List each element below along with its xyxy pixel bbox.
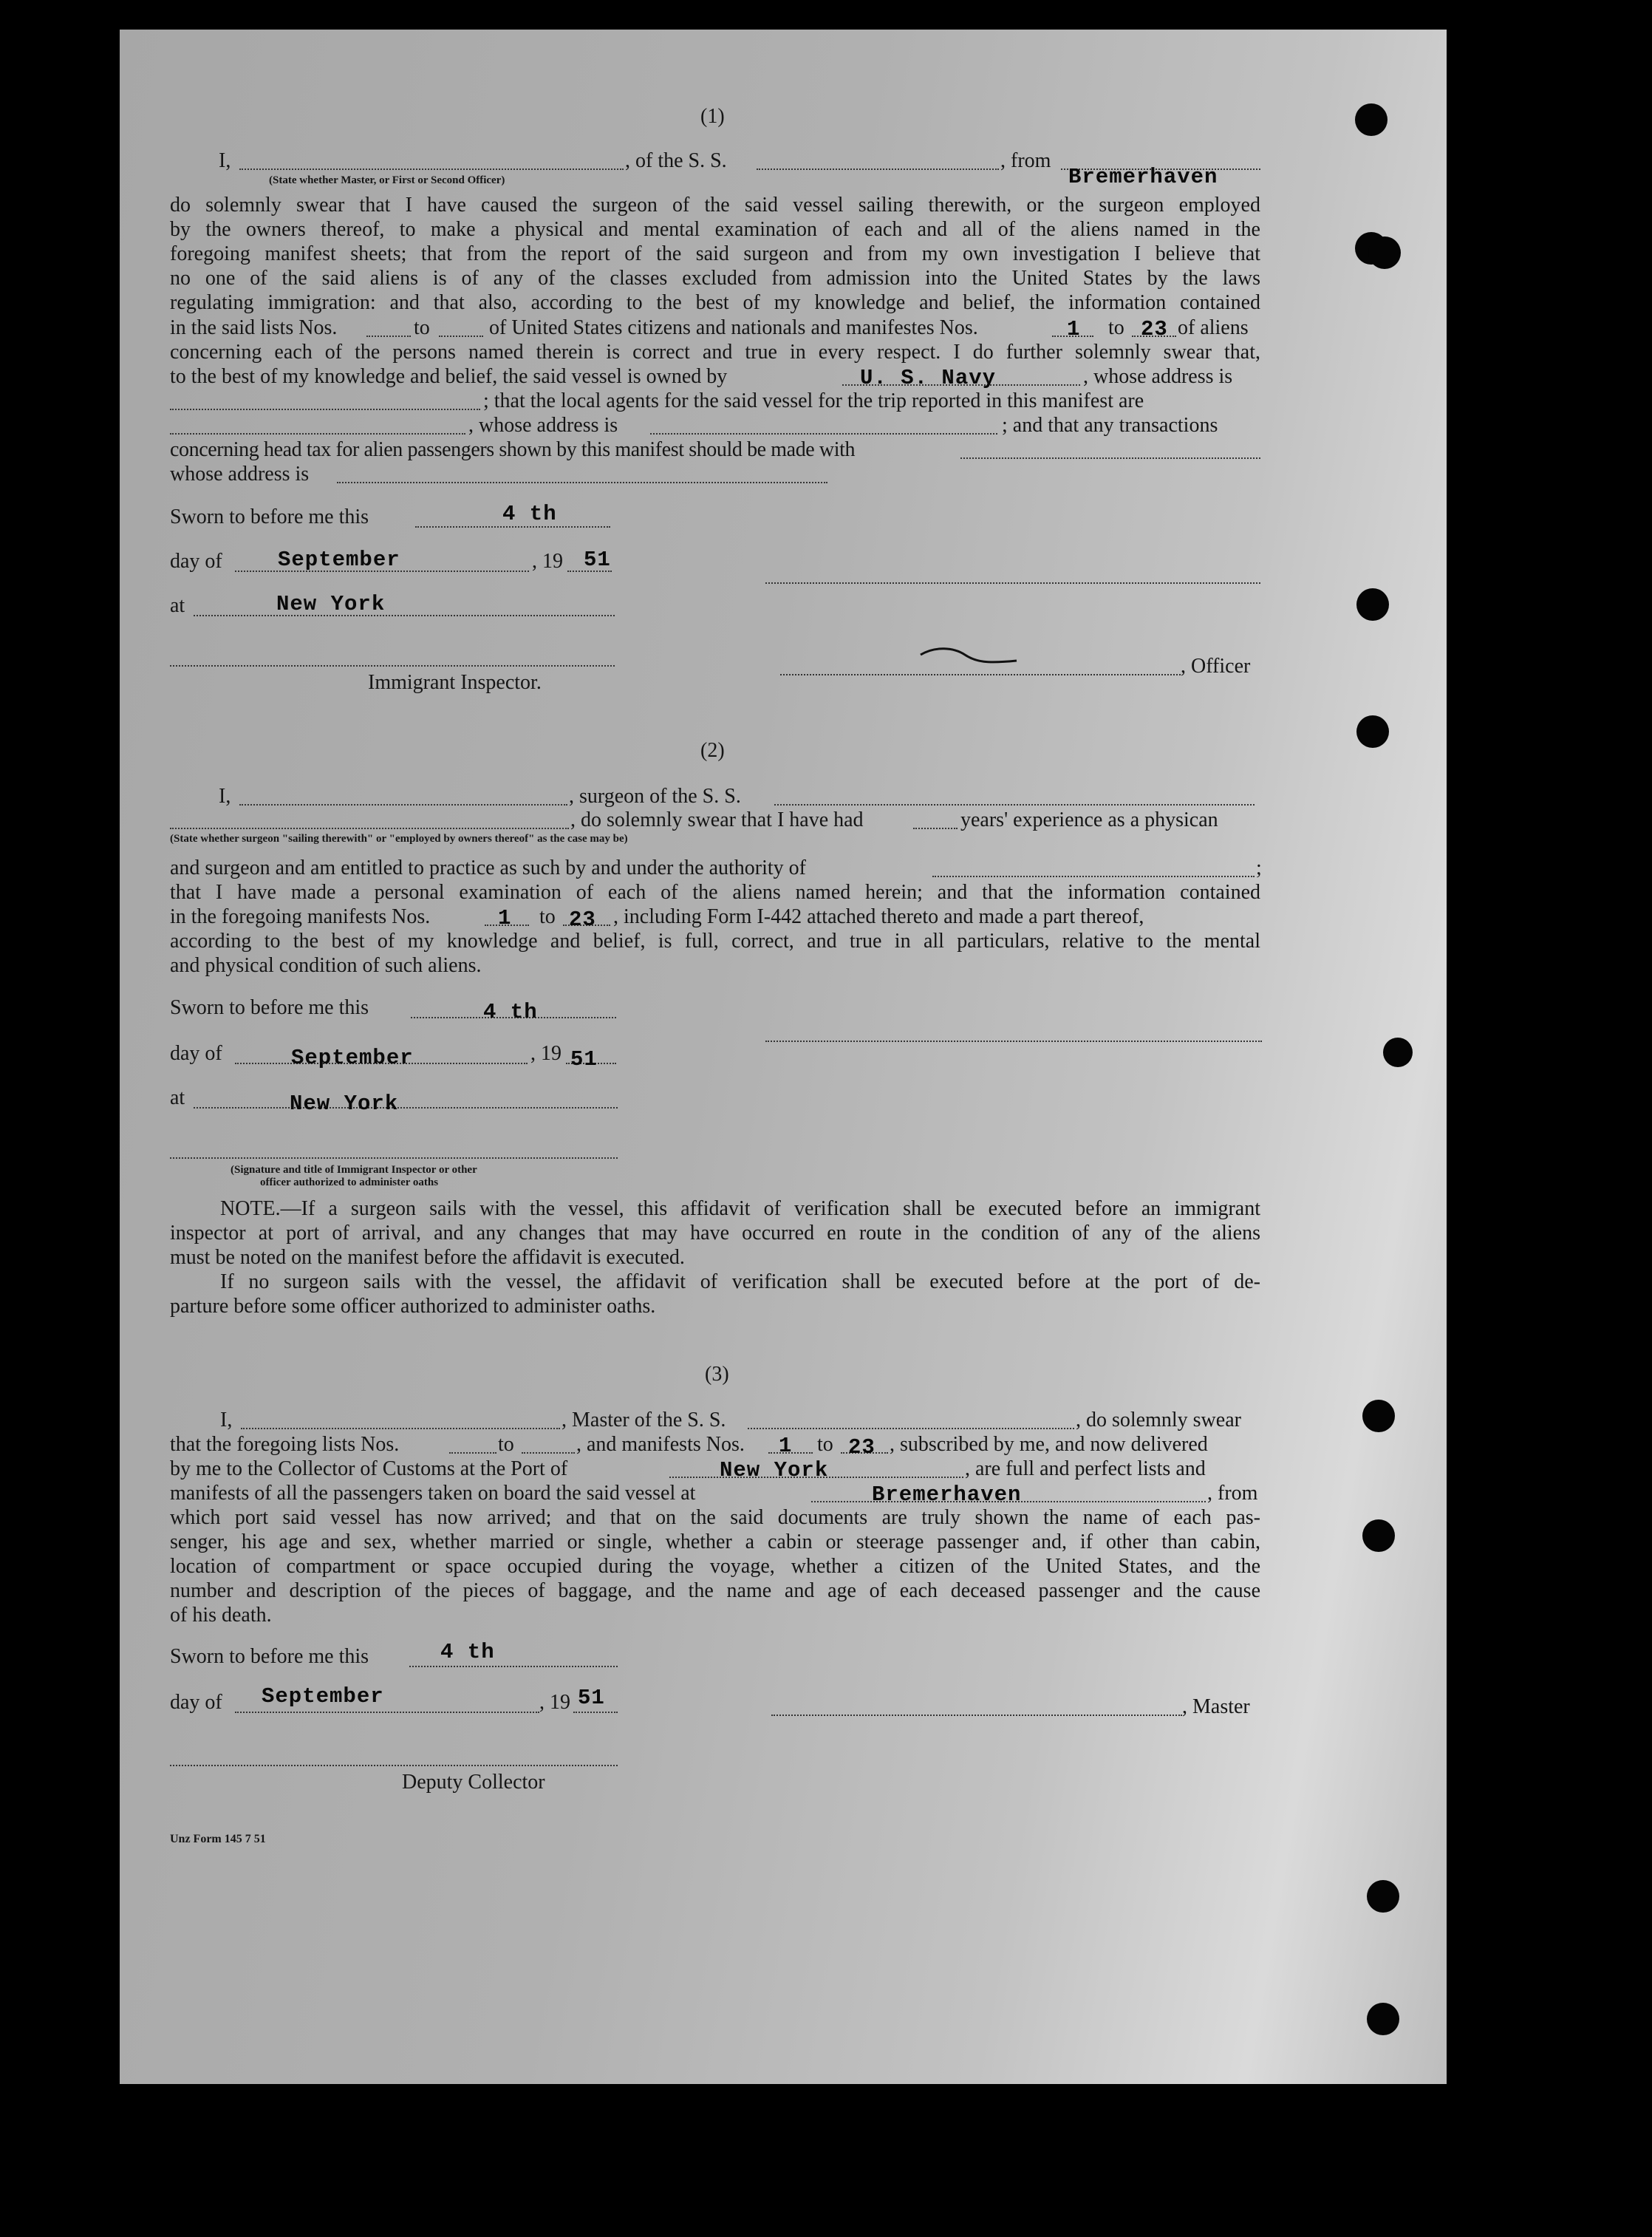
sec2-official-signature-line[interactable]	[170, 1157, 618, 1159]
sec2-l2a: , do solemnly swear that I have had	[570, 808, 864, 831]
owner-address-line[interactable]	[170, 409, 480, 410]
punch-hole	[1383, 1038, 1413, 1067]
punch-hole	[1362, 1400, 1395, 1432]
sec3-l9: of his death.	[170, 1604, 272, 1627]
sec1-of-ss: , of the S. S.	[625, 149, 727, 172]
sec3-day-value: 4 th	[440, 1640, 495, 1664]
sec1-l12: whose address is	[170, 463, 310, 486]
section-3-number: (3)	[705, 1363, 729, 1386]
sec3-l3a: by me to the Collector of Customs at the Port of	[170, 1457, 568, 1480]
section-2-number: (2)	[700, 739, 725, 762]
sec2-l3: and surgeon and am entitled to practice as such by and under the authority of	[170, 857, 806, 879]
punch-hole	[1367, 2003, 1399, 2035]
sec2-year-prefix: , 19	[530, 1042, 562, 1065]
sec1-at-label: at	[170, 594, 185, 617]
sec3-line: number and description of the pieces of baggage, and the name and age of each deceased passenger and the cause	[170, 1579, 1260, 1602]
sec3-month-value: September	[262, 1684, 384, 1709]
punch-hole	[1356, 715, 1389, 748]
sec3-lists-from-line[interactable]	[449, 1452, 496, 1454]
sec3-l2d: to	[817, 1433, 833, 1456]
sec1-signature-line-top[interactable]	[765, 582, 1260, 584]
sec2-i-label: I,	[219, 785, 231, 808]
note-line: If no surgeon sails with the vessel, the affidavit of verification shall be executed before at the port of de-	[220, 1270, 1260, 1293]
sec3-l4a: manifests of all the passengers taken on board the said vessel at	[170, 1482, 696, 1505]
sec1-l6b: to	[414, 316, 430, 339]
sec3-line: location of compartment or space occupied during the voyage, whether a citizen of the United States, and the	[170, 1555, 1260, 1578]
punch-hole	[1355, 103, 1388, 136]
sec1-line: concerning each of the persons named therein is correct and true in every respect. I do further solemnly swear that,	[170, 341, 1260, 364]
sec3-year-line[interactable]	[573, 1712, 618, 1713]
sec3-i-label: I,	[220, 1409, 233, 1431]
vessel-port-value: Bremerhaven	[872, 1482, 1022, 1507]
sec2-l5c: , including Form I-442 attached thereto and made a part thereof,	[613, 905, 1144, 928]
sec1-l8b: , whose address is	[1083, 365, 1233, 388]
sec3-line: which port said vessel has now arrived; and that on the said documents are truly shown the name of each pas-	[170, 1506, 1260, 1529]
sec1-month-value: September	[278, 548, 400, 572]
note-line: inspector at port of arrival, and any changes that may have occurred en route in the condition of any of the aliens	[170, 1222, 1260, 1245]
sec2-l5a: in the foregoing manifests Nos.	[170, 905, 431, 928]
sec2-nos-from-value: 1	[498, 906, 512, 930]
manifest-to-value: 23	[1141, 317, 1168, 341]
sec2-place-value: New York	[290, 1092, 399, 1116]
punch-hole	[1368, 236, 1401, 269]
punch-hole	[1367, 1880, 1399, 1913]
sec1-l11: concerning head tax for alien passengers shown by this manifest should be made with	[170, 438, 856, 461]
sec3-l3b: , are full and perfect lists and	[965, 1457, 1206, 1480]
officer-signature	[913, 639, 1024, 675]
sec1-place-line[interactable]	[194, 615, 615, 616]
sec2-sig-note-2: officer authorized to administer oaths	[260, 1177, 439, 1188]
sec1-day-value: 4 th	[502, 502, 557, 526]
sec1-l8a: to the best of my knowledge and belief, the said vessel is owned by	[170, 365, 728, 388]
sec1-line: regulating immigration: and that also, according to the best of my knowledge and belief, the information contained	[170, 291, 1260, 314]
owner-value: U. S. Navy	[860, 366, 997, 390]
sec3-l2e: , subscribed by me, and now delivered	[890, 1433, 1208, 1456]
surgeon-signature-line[interactable]	[765, 1041, 1262, 1042]
surgeon-name-line[interactable]	[239, 804, 567, 806]
sec1-line: no one of the said aliens is of any of the classes excluded from admission into the United States by the laws	[170, 267, 1260, 290]
sec3-year-value: 51	[578, 1686, 605, 1710]
section-1-number: (1)	[700, 105, 725, 128]
deputy-collector-signature-line[interactable]	[170, 1765, 618, 1766]
sec1-state-note: (State whether Master, or First or Second Officer)	[269, 174, 505, 186]
port-value: New York	[720, 1458, 829, 1482]
deputy-collector-label: Deputy Collector	[402, 1771, 545, 1794]
sec1-place-value: New York	[276, 592, 386, 616]
sec1-from: , from	[1000, 149, 1051, 172]
inspector-signature-line[interactable]	[170, 665, 615, 667]
sec1-line: by the owners thereof, to make a physical and mental examination of each and all of the aliens named in the	[170, 218, 1260, 241]
sec2-place-line[interactable]	[194, 1107, 618, 1109]
sec1-line: do solemnly swear that I have caused the surgeon of the said vessel sailing therewith, or the surgeon employed	[170, 194, 1260, 217]
master-label: , Master	[1182, 1695, 1250, 1718]
agents-address-line[interactable]	[650, 433, 997, 435]
sec2-nos-to-value: 23	[569, 908, 596, 932]
sec3-l2c: , and manifests Nos.	[576, 1433, 745, 1456]
sec3-l4b: , from	[1207, 1482, 1258, 1505]
sec2-at-label: at	[170, 1086, 185, 1109]
sec1-day-line[interactable]	[415, 526, 610, 528]
surgeon-status-line[interactable]	[170, 828, 569, 829]
sec2-state-note: (State whether surgeon "sailing therewith" or "employed by owners thereof" as the case may be)	[170, 833, 628, 845]
sec3-day-line[interactable]	[409, 1666, 618, 1667]
sec3-dayof-label: day of	[170, 1691, 222, 1714]
sec3-manifest-to-value: 23	[848, 1435, 876, 1460]
sec3-year-prefix: , 19	[539, 1691, 570, 1714]
sec1-dayof-label: day of	[170, 550, 222, 573]
from-port-value: Bremerhaven	[1068, 165, 1218, 189]
sec1-l6a: in the said lists Nos.	[170, 316, 338, 339]
form-number: Unz Form 145 7 51	[170, 1833, 266, 1845]
sec2-day-value: 4 th	[483, 1000, 538, 1024]
sec2-year-value: 51	[570, 1047, 598, 1072]
sec2-vessel-line[interactable]	[774, 804, 1255, 806]
note-line: parture before some officer authorized to administer oaths.	[170, 1295, 656, 1318]
sec1-l9: ; that the local agents for the said vessel for the trip reported in this manifest are	[483, 389, 1144, 412]
punch-hole	[1362, 1519, 1395, 1552]
note-line: must be noted on the manifest before the affidavit is executed.	[170, 1246, 685, 1269]
sec2-month-value: September	[291, 1046, 414, 1070]
sec1-line: foregoing manifest sheets; that from the report of the said surgeon and from my own investigation I believe that	[170, 242, 1260, 265]
sec1-sworn-label: Sworn to before me this	[170, 505, 369, 528]
officer-label: , Officer	[1181, 655, 1251, 678]
sec2-surgeon-of: , surgeon of the S. S.	[569, 785, 741, 808]
sec3-month-line[interactable]	[235, 1712, 539, 1713]
sec1-l6d: to	[1108, 316, 1124, 339]
head-tax-line[interactable]	[960, 457, 1260, 459]
master-signature-line[interactable]	[771, 1715, 1182, 1716]
sec3-vessel-line[interactable]	[748, 1428, 1074, 1429]
manifest-from-value: 1	[1067, 317, 1081, 341]
sec1-year-prefix: , 19	[532, 550, 563, 573]
sec3-l2a: that the foregoing lists Nos.	[170, 1433, 400, 1456]
authority-line[interactable]	[932, 876, 1255, 877]
sec3-manifest-from-value: 1	[779, 1434, 793, 1458]
sec2-sig-note-1: (Signature and title of Immigrant Inspector or other	[231, 1164, 477, 1176]
lists-from-line[interactable]	[366, 336, 411, 337]
sec2-l5b: to	[539, 905, 556, 928]
head-tax-address-line[interactable]	[337, 482, 827, 483]
sec1-l10b: ; and that any transactions	[1002, 414, 1218, 437]
lists-to-line[interactable]	[439, 336, 483, 337]
vessel-name-line[interactable]	[757, 168, 999, 170]
sec2-line: that I have made a personal examination of each of the aliens named herein; and that the information contained	[170, 881, 1260, 904]
sec3-master-of: , Master of the S. S.	[562, 1409, 726, 1431]
officer-name-line[interactable]	[239, 168, 624, 170]
sec3-line: senger, his age and sex, whether married or single, whether a cabin or steerage passenger and, if other than cabin,	[170, 1531, 1260, 1553]
immigrant-inspector-label: Immigrant Inspector.	[368, 671, 542, 694]
agents-line[interactable]	[170, 433, 465, 435]
note-line: NOTE.—If a surgeon sails with the vessel, this affidavit of verification shall be executed before an immigrant	[220, 1197, 1260, 1220]
sec1-l6e: of aliens	[1178, 316, 1249, 339]
sec3-lists-to-line[interactable]	[522, 1452, 575, 1454]
sec2-l2b: years' experience as a physican	[960, 808, 1218, 831]
sec2-line: according to the best of my knowledge and belief, is full, correct, and true in all particulars, relative to the mental	[170, 930, 1260, 953]
sec3-swear: , do solemnly swear	[1076, 1409, 1241, 1431]
sec1-year-value: 51	[584, 548, 611, 572]
sec2-semicolon: ;	[1256, 857, 1262, 879]
sec1-l6c: of United States citizens and nationals and manifestes Nos.	[489, 316, 978, 339]
master-name-line[interactable]	[241, 1428, 560, 1429]
sec2-l7: and physical condition of such aliens.	[170, 954, 482, 977]
years-experience-line[interactable]	[913, 828, 958, 829]
punch-hole	[1356, 588, 1389, 621]
sec1-i-label: I,	[219, 149, 231, 172]
sec3-sworn-label: Sworn to before me this	[170, 1645, 369, 1668]
sec3-l2b: to	[498, 1433, 514, 1456]
sec2-dayof-label: day of	[170, 1042, 222, 1065]
sec1-l10a: , whose address is	[468, 414, 618, 437]
sec2-sworn-label: Sworn to before me this	[170, 996, 369, 1019]
